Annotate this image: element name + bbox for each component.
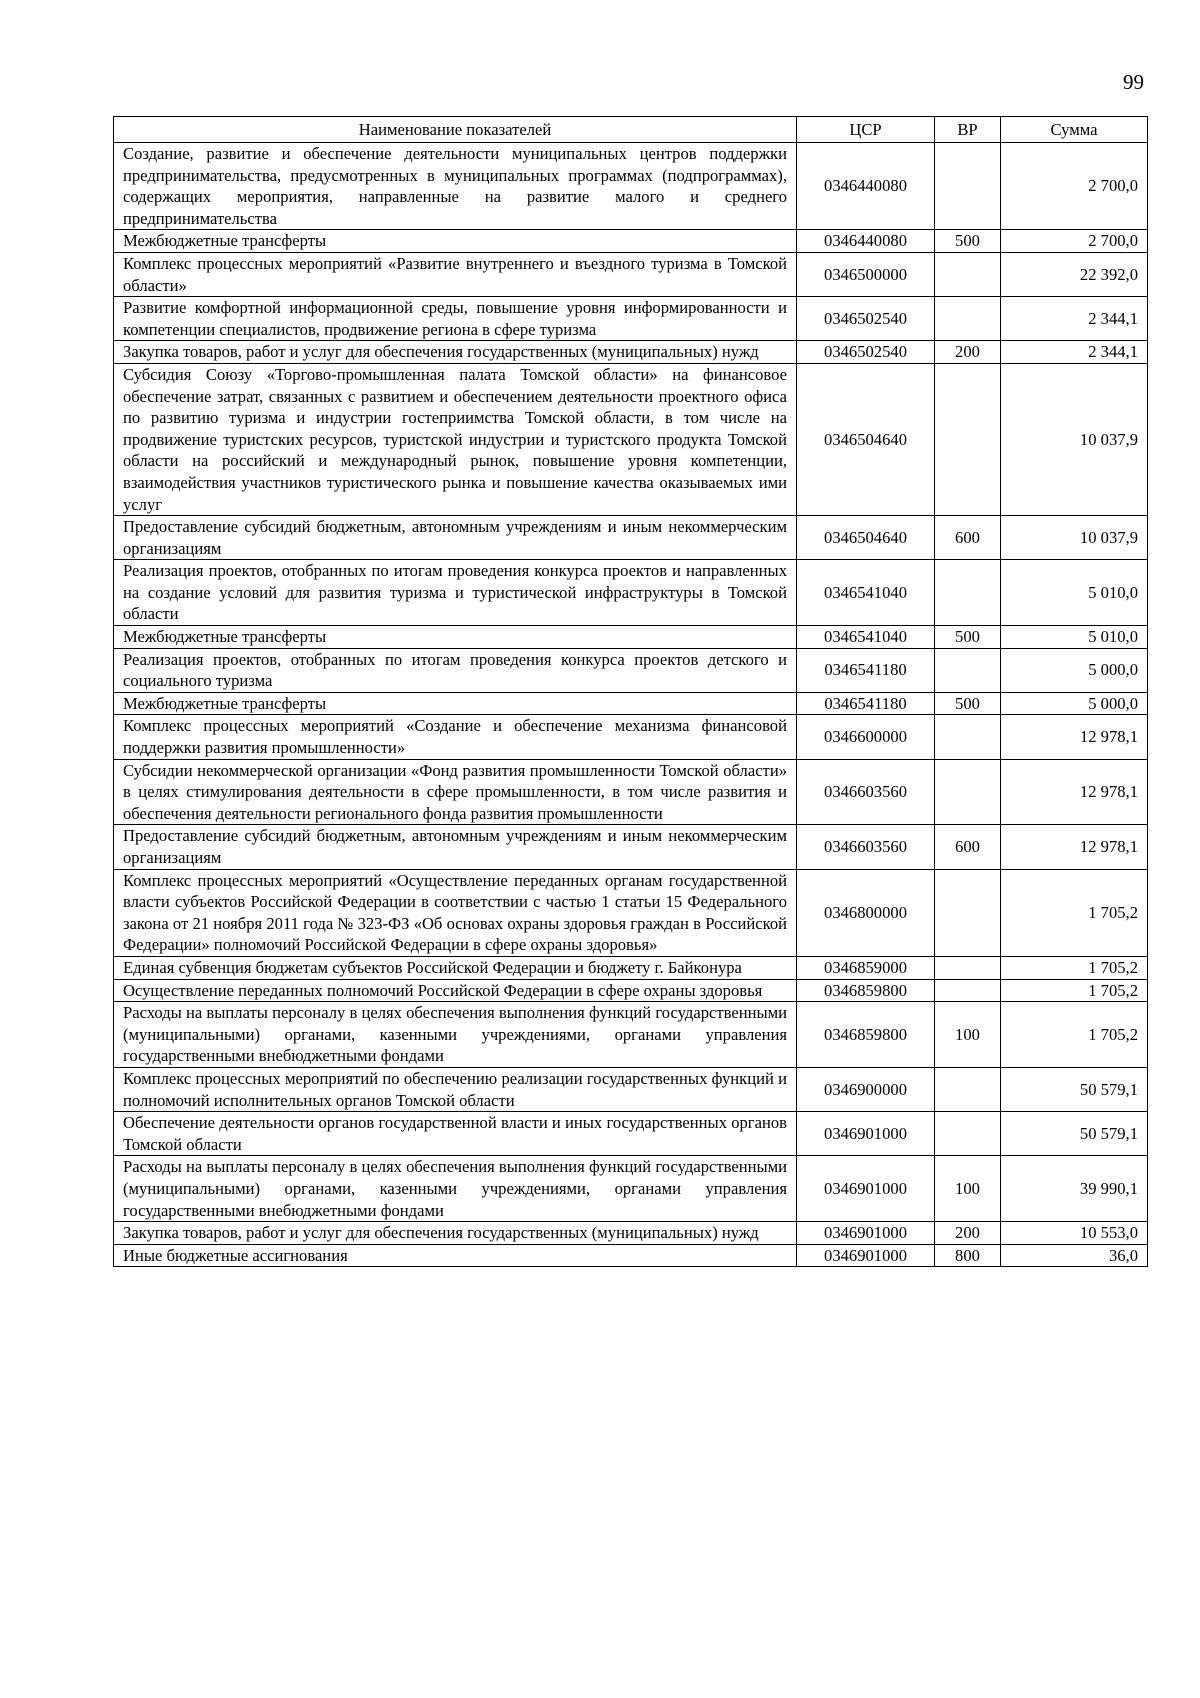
cell-csr: 0346901000 <box>797 1222 935 1245</box>
cell-sum: 50 579,1 <box>1001 1112 1148 1156</box>
table-row <box>114 516 1148 560</box>
cell-csr: 0346859800 <box>797 979 935 1002</box>
cell-csr: 0346603560 <box>797 825 935 869</box>
cell-csr: 0346541040 <box>797 560 935 626</box>
cell-vr <box>935 715 1001 759</box>
cell-name: Расходы на выплаты персоналу в целях обеспечения выполнения функций государственными (муниципальными) органами, казенными учреждениями, органами управления государственными внебюджетными фондами <box>114 1156 797 1222</box>
cell-sum: 50 579,1 <box>1001 1067 1148 1111</box>
cell-vr <box>935 1112 1001 1156</box>
cell-name: Обеспечение деятельности органов государственной власти и иных государственных органов Томской области <box>114 1112 797 1156</box>
table-row <box>114 759 1148 825</box>
cell-csr: 0346440080 <box>797 143 935 230</box>
table-row <box>114 560 1148 626</box>
cell-vr: 100 <box>935 1002 1001 1068</box>
cell-name: Реализация проектов, отобранных по итогам проведения конкурса проектов и направленных на создание условий для развития туризма и туристической инфраструктуры в Томской области <box>114 560 797 626</box>
cell-sum: 2 344,1 <box>1001 341 1148 364</box>
cell-sum: 5 010,0 <box>1001 626 1148 649</box>
cell-csr: 0346901000 <box>797 1112 935 1156</box>
cell-name: Реализация проектов, отобранных по итогам проведения конкурса проектов детского и социального туризма <box>114 648 797 692</box>
table-row <box>114 956 1148 979</box>
cell-sum: 10 037,9 <box>1001 516 1148 560</box>
cell-name: Расходы на выплаты персоналу в целях обеспечения выполнения функций государственными (муниципальными) органами, казенными учреждениями, органами управления государственными внебюджетными фондами <box>114 1002 797 1068</box>
table-row <box>114 715 1148 759</box>
table-row <box>114 1112 1148 1156</box>
cell-name: Единая субвенция бюджетам субъектов Российской Федерации и бюджету г. Байконура <box>114 956 797 979</box>
header-vr: ВР <box>935 117 1001 143</box>
page-number: 99 <box>1123 70 1144 94</box>
table-row <box>114 297 1148 341</box>
cell-vr: 100 <box>935 1156 1001 1222</box>
cell-sum: 1 705,2 <box>1001 979 1148 1002</box>
cell-csr: 0346500000 <box>797 252 935 296</box>
cell-csr: 0346440080 <box>797 230 935 253</box>
cell-sum: 10 037,9 <box>1001 363 1148 515</box>
cell-sum: 2 344,1 <box>1001 297 1148 341</box>
cell-csr: 0346504640 <box>797 516 935 560</box>
table-row <box>114 1222 1148 1245</box>
cell-name: Развитие комфортной информационной среды, повышение уровня информированности и компетенции специалистов, продвижение региона в сфере туризма <box>114 297 797 341</box>
cell-vr <box>935 143 1001 230</box>
cell-csr: 0346900000 <box>797 1067 935 1111</box>
cell-name: Комплекс процессных мероприятий «Развитие внутреннего и въездного туризма в Томской области» <box>114 252 797 296</box>
cell-sum: 12 978,1 <box>1001 715 1148 759</box>
cell-vr: 500 <box>935 230 1001 253</box>
table-row <box>114 252 1148 296</box>
cell-name: Закупка товаров, работ и услуг для обеспечения государственных (муниципальных) нужд <box>114 341 797 364</box>
cell-vr <box>935 979 1001 1002</box>
cell-vr: 500 <box>935 692 1001 715</box>
cell-sum: 1 705,2 <box>1001 869 1148 956</box>
cell-sum: 22 392,0 <box>1001 252 1148 296</box>
cell-csr: 0346600000 <box>797 715 935 759</box>
cell-name: Межбюджетные трансферты <box>114 692 797 715</box>
table-row <box>114 1244 1148 1267</box>
cell-csr: 0346901000 <box>797 1156 935 1222</box>
cell-vr: 500 <box>935 626 1001 649</box>
cell-vr <box>935 956 1001 979</box>
table-row <box>114 363 1148 515</box>
table-row <box>114 979 1148 1002</box>
table-row <box>114 869 1148 956</box>
budget-table <box>113 116 1148 1267</box>
cell-sum: 2 700,0 <box>1001 143 1148 230</box>
cell-vr <box>935 297 1001 341</box>
cell-vr: 800 <box>935 1244 1001 1267</box>
cell-csr: 0346541180 <box>797 692 935 715</box>
cell-sum: 1 705,2 <box>1001 1002 1148 1068</box>
cell-vr: 600 <box>935 825 1001 869</box>
cell-sum: 12 978,1 <box>1001 759 1148 825</box>
cell-vr <box>935 869 1001 956</box>
cell-csr: 0346800000 <box>797 869 935 956</box>
table-row <box>114 143 1148 230</box>
table-row <box>114 648 1148 692</box>
cell-name: Комплекс процессных мероприятий по обеспечению реализации государственных функций и полномочий исполнительных органов Томской области <box>114 1067 797 1111</box>
table-row <box>114 692 1148 715</box>
cell-csr: 0346504640 <box>797 363 935 515</box>
table-row <box>114 341 1148 364</box>
cell-vr: 200 <box>935 1222 1001 1245</box>
cell-sum: 5 000,0 <box>1001 692 1148 715</box>
header-name: Наименование показателей <box>114 117 797 143</box>
table-row <box>114 1067 1148 1111</box>
cell-name: Закупка товаров, работ и услуг для обеспечения государственных (муниципальных) нужд <box>114 1222 797 1245</box>
header-sum: Сумма <box>1001 117 1148 143</box>
cell-sum: 36,0 <box>1001 1244 1148 1267</box>
cell-csr: 0346901000 <box>797 1244 935 1267</box>
cell-vr: 600 <box>935 516 1001 560</box>
cell-name: Межбюджетные трансферты <box>114 626 797 649</box>
cell-csr: 0346859800 <box>797 1002 935 1068</box>
cell-name: Осуществление переданных полномочий Российской Федерации в сфере охраны здоровья <box>114 979 797 1002</box>
cell-name: Создание, развитие и обеспечение деятельности муниципальных центров поддержки предпринимательства, предусмотренных в муниципальных программах (подпрограммах), содержащих мероприятия, направленные на развитие малого и среднего предпринимательства <box>114 143 797 230</box>
cell-name: Субсидии некоммерческой организации «Фонд развития промышленности Томской области» в целях стимулирования деятельности в сфере промышленности, в том числе развития и обеспечения деятельности регионального фонда развития промышленности <box>114 759 797 825</box>
cell-csr: 0346502540 <box>797 341 935 364</box>
cell-csr: 0346859000 <box>797 956 935 979</box>
table-row <box>114 230 1148 253</box>
cell-name: Иные бюджетные ассигнования <box>114 1244 797 1267</box>
table-row <box>114 1156 1148 1222</box>
cell-sum: 12 978,1 <box>1001 825 1148 869</box>
cell-sum: 39 990,1 <box>1001 1156 1148 1222</box>
cell-vr <box>935 648 1001 692</box>
header-csr: ЦСР <box>797 117 935 143</box>
cell-vr <box>935 252 1001 296</box>
cell-csr: 0346603560 <box>797 759 935 825</box>
cell-name: Предоставление субсидий бюджетным, автономным учреждениям и иным некоммерческим организациям <box>114 516 797 560</box>
cell-name: Комплекс процессных мероприятий «Осуществление переданных органам государственной власти субъектов Российской Федерации в соответствии с частью 1 статьи 15 Федерального закона от 21 ноября 2011 года № 323-ФЗ «Об основах охраны здоровья граждан в Российской Федерации» полномочий Российской Федерации в сфере охраны здоровья» <box>114 869 797 956</box>
cell-vr <box>935 1067 1001 1111</box>
cell-csr: 0346502540 <box>797 297 935 341</box>
cell-vr: 200 <box>935 341 1001 364</box>
table-body <box>114 143 1148 1267</box>
cell-csr: 0346541040 <box>797 626 935 649</box>
cell-name: Субсидия Союзу «Торгово-промышленная палата Томской области» на финансовое обеспечение затрат, связанных с развитием и обеспечением деятельности проектного офиса по развитию туризма и индустрии гостеприимства Томской области, в том числе на продвижение туристских ресурсов, туристской индустрии и туристского продукта Томской области на российский и международный рынок, повышение уровня компетенции, взаимодействия участников туристического рынка и повышение качества оказываемых ими услуг <box>114 363 797 515</box>
table-header-row <box>114 117 1148 143</box>
table-row <box>114 825 1148 869</box>
cell-sum: 2 700,0 <box>1001 230 1148 253</box>
cell-name: Межбюджетные трансферты <box>114 230 797 253</box>
cell-sum: 10 553,0 <box>1001 1222 1148 1245</box>
cell-vr <box>935 759 1001 825</box>
cell-csr: 0346541180 <box>797 648 935 692</box>
cell-sum: 5 000,0 <box>1001 648 1148 692</box>
cell-name: Предоставление субсидий бюджетным, автономным учреждениям и иным некоммерческим организациям <box>114 825 797 869</box>
cell-sum: 5 010,0 <box>1001 560 1148 626</box>
cell-vr <box>935 560 1001 626</box>
cell-vr <box>935 363 1001 515</box>
table-row <box>114 626 1148 649</box>
cell-name: Комплекс процессных мероприятий «Создание и обеспечение механизма финансовой поддержки развития промышленности» <box>114 715 797 759</box>
cell-sum: 1 705,2 <box>1001 956 1148 979</box>
table-row <box>114 1002 1148 1068</box>
